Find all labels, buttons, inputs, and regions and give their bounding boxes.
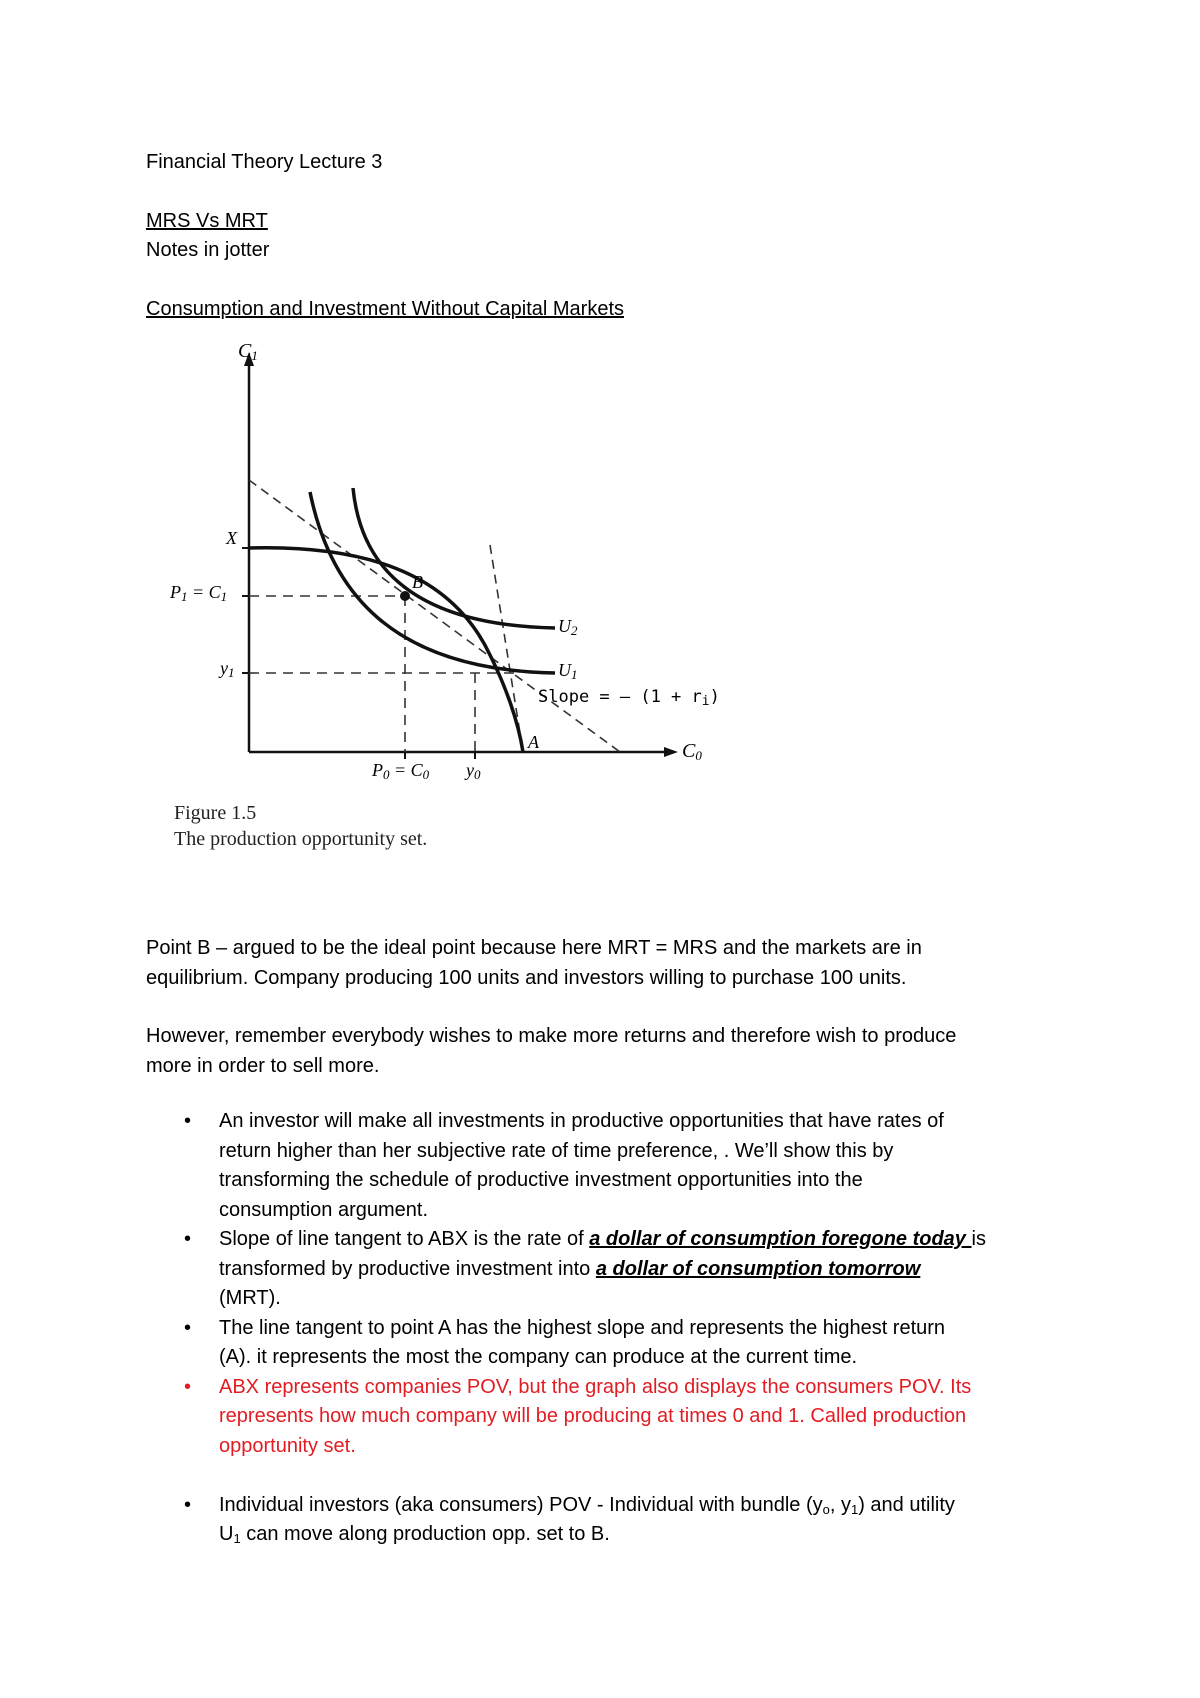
label-y1: $y_1$ bbox=[220, 658, 235, 680]
paragraph-however: However, remember everybody wishes to make more returns and therefore wish to produce more in order to sell more. bbox=[146, 1025, 957, 1077]
section-note: Notes in jotter bbox=[146, 239, 270, 261]
label-slope: Slope = – $(1 + r_i)$ bbox=[538, 687, 720, 709]
figure-caption-number: Figure 1.5 bbox=[174, 802, 257, 824]
list-spacer bbox=[146, 1461, 1106, 1491]
paragraph-point-b: Point B – argued to be the ideal point because here MRT = MRS and the markets are in equilibrium. Company producing 100 units and investors willing to purchase 100 units. bbox=[146, 937, 922, 989]
list-item: • Individual investors (aka consumers) POV - Individual with bundle ($y_o$, $y_1$) and utility $U_1$ can move along production opp. set to B. bbox=[146, 1491, 1106, 1550]
label-u2: $U_2$ bbox=[558, 616, 578, 638]
list-item: • Slope of line tangent to ABX is the rate of a dollar of consumption foregone today is transformed by productive investment into a dollar of consumption tomorrow (MRT). bbox=[146, 1225, 1106, 1314]
production-opportunity-figure bbox=[160, 340, 720, 850]
point-b bbox=[400, 591, 410, 601]
document-title: Financial Theory Lecture 3 bbox=[146, 151, 383, 173]
list-item: • The line tangent to point A has the highest slope and represents the highest return (A). it represents the most the company can produce at the current time. bbox=[146, 1314, 1106, 1373]
utility-curve-u1 bbox=[310, 492, 555, 673]
list-item-highlight: • ABX represents companies POV, but the graph also displays the consumers POV. Its represents how much company will be producing at times 0 and 1. Called production opportunity set. bbox=[146, 1373, 1106, 1462]
label-b: B bbox=[412, 572, 423, 592]
list-item: • An investor will make all investments in productive opportunities that have rates of return higher than her subjective rate of time preference, . We’ll show this by transforming the schedule of productive investment opportunities into the consumption argument. bbox=[146, 1107, 1106, 1225]
bullet-list bbox=[146, 1107, 1106, 1550]
section-heading-mrs-mrt: MRS Vs MRT bbox=[146, 210, 268, 232]
section-heading-consumption: Consumption and Investment Without Capital Markets bbox=[146, 298, 624, 320]
label-x: X bbox=[226, 528, 237, 548]
figure-graph bbox=[160, 340, 720, 850]
label-a: A bbox=[528, 732, 539, 752]
x-axis-arrow bbox=[664, 747, 678, 757]
label-p1-c1: $P_1 = C_1$ bbox=[170, 582, 228, 604]
label-p0-c0: $P_0 = C_0$ bbox=[372, 760, 430, 782]
bullet-marker: • bbox=[184, 1228, 192, 1250]
figure-caption-text: The production opportunity set. bbox=[174, 828, 428, 850]
bullet-marker: • bbox=[184, 1375, 192, 1398]
bullet-marker: • bbox=[184, 1110, 192, 1132]
bullet-marker: • bbox=[184, 1316, 192, 1339]
label-u1: $U_1$ bbox=[558, 660, 578, 682]
tangent-line-a bbox=[490, 545, 523, 752]
axis-label-c1: $C_1$ bbox=[238, 340, 258, 363]
axis-label-c0: $C_0$ bbox=[682, 740, 702, 763]
label-y0: $y_0$ bbox=[466, 760, 481, 782]
bullet-marker: • bbox=[184, 1493, 192, 1516]
